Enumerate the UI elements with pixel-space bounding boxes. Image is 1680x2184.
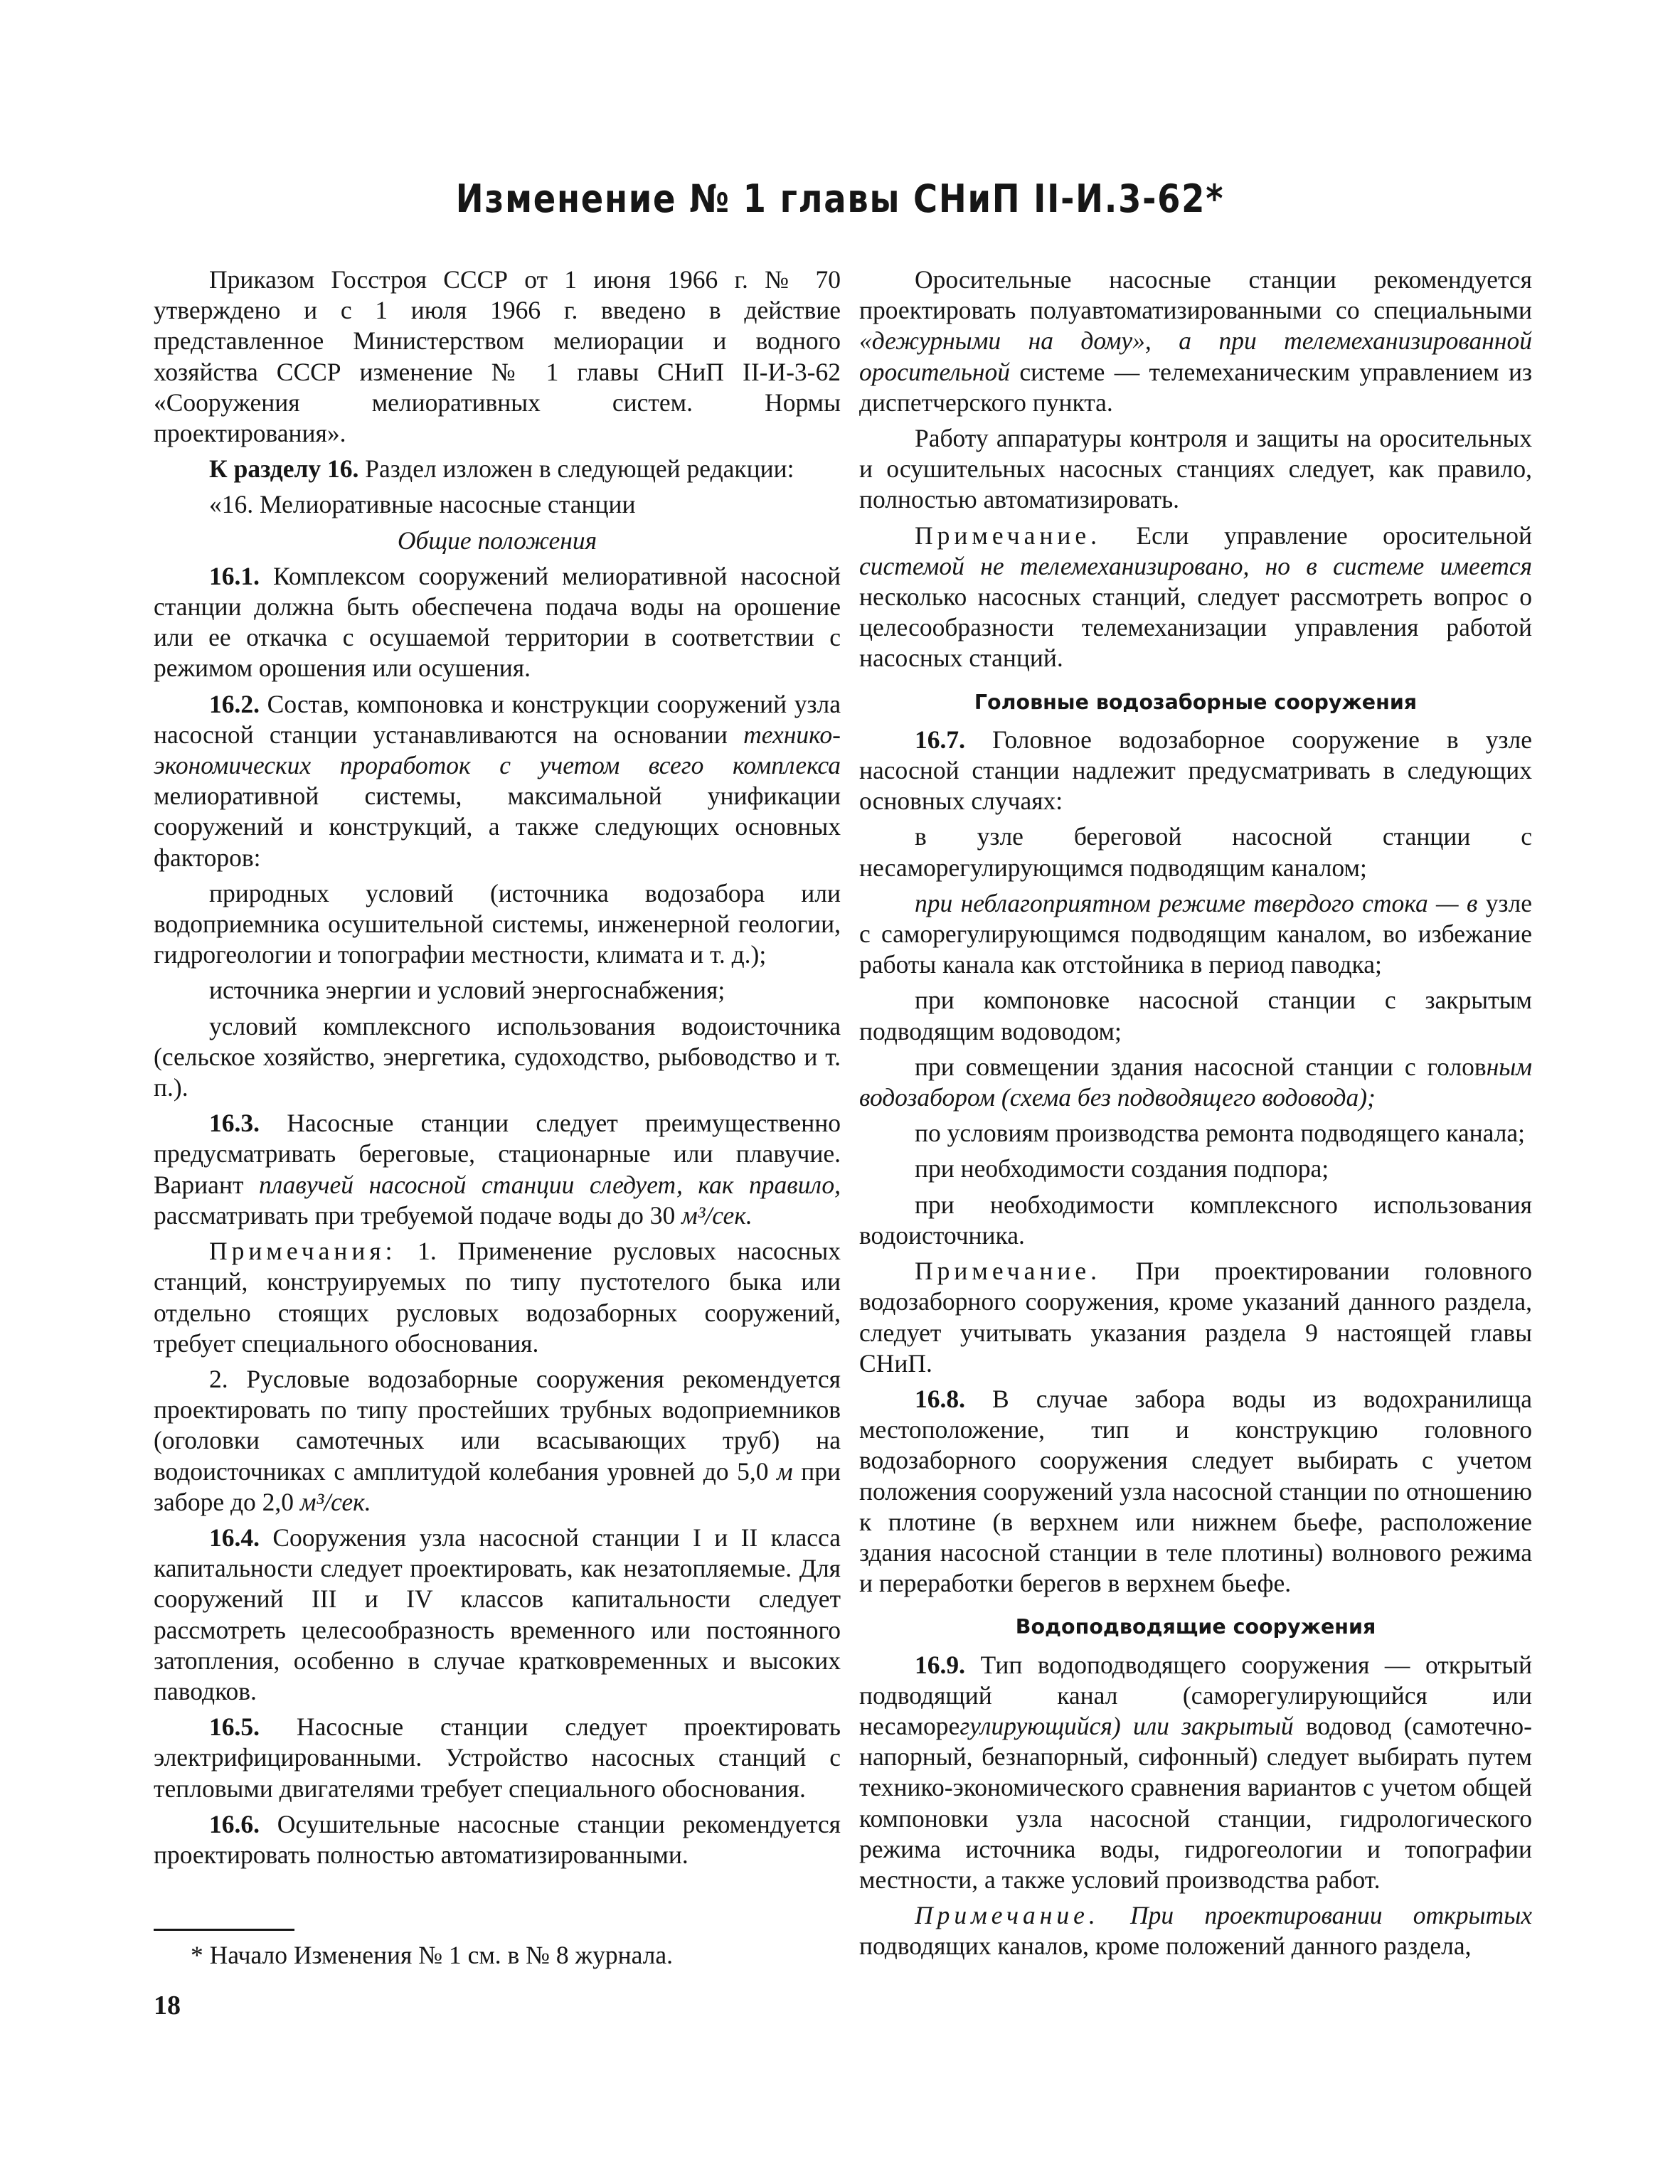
note-label: Примечание. (915, 521, 1101, 550)
case-item: при компоновке насосной станции с закрытым подводящим водоводом; (859, 986, 1532, 1045)
clause-text: водовод (самотечно-напорный, безнапорный, сифонный) следует выбирать путем технико-экономического сравнения вариантов с учетом общей компоновки узла насосной станции, гидрологического режима источника воды, гидрогеологии и топографии местности, а также условий производства работ. (859, 1711, 1532, 1894)
case-item: в узле береговой насосной станции с несаморегулирующимся подводящим каналом; (859, 822, 1532, 882)
page-title: Изменение № 1 главы СНиП II-И.3-62* (455, 176, 1225, 221)
case-item (859, 1052, 1532, 1113)
case-text: узле с саморегулирующимся подводящим каналом, во избежание работы канала как отстойника в период паводка; (859, 888, 1532, 979)
paragraph-text: Оросительные насосные станции рекомендуется проектировать полуавтоматизированными со специальными (859, 265, 1532, 325)
note-text: подводящих каналов, кроме положений данного раздела, (859, 1932, 1472, 1961)
section-heading: «16. Мелиоративные насосные станции (209, 490, 636, 519)
note-paragraph (859, 1256, 1532, 1379)
unit-text: м³/сек. (681, 1200, 753, 1230)
clause-italic-text: плавучей насосной станции следует, как правило, (259, 1170, 841, 1199)
factor-item: условий комплексного использования водоисточника (сельское хозяйство, энергетика, судоходство, рыбоводство и т. п.). (154, 1011, 841, 1102)
clause-italic-text: технико-экономических проработок с учетом всего комплекса (154, 720, 841, 780)
notes-label: Примечания: (209, 1237, 397, 1266)
left-column (154, 265, 841, 1875)
unit-text: м (777, 1456, 793, 1486)
note-italic-text: системой не телемеханизировано, но в системе имеется (859, 551, 1532, 580)
case-text: при совмещении здания насосной станции с голов (915, 1052, 1487, 1081)
note-text: 2. Русловые водозаборные сооружения рекомендуется проектировать по типу простейших трубных водоприемников (оголовки самотечных или всасывающих труб) на водоисточниках с амплитудой колебания уровней до 5,0 (154, 1364, 841, 1486)
note-paragraph (859, 1900, 1532, 1961)
page-number: 18 (154, 1991, 181, 2020)
factor-item: природных условий (источника водозабора или водоприемника осушительной системы, инженерной геологии, гидрогеологии и топографии местности, климата и т. д.); (154, 878, 841, 969)
clause-italic-text: гулирующийся) или закрытый (959, 1711, 1294, 1740)
heading-intake-structures: Головные водозаборные сооружения (974, 690, 1418, 714)
footnote: * Начало Изменения № 1 см. в № 8 журнала. (191, 1941, 673, 1969)
case-item (859, 888, 1532, 981)
clause-text: Насосные станции следует проектировать электрифицированными. Устройство насосных станций с тепловыми двигателями требует специального обоснования. (154, 1712, 841, 1803)
right-column (859, 265, 1532, 1967)
clause-text: Насосные станции следует преимущественно предусматривать береговые, стационарные или плавучие. Вариант (154, 1109, 841, 1199)
case-item: по условиям производства ремонта подводящего канала; (915, 1119, 1526, 1148)
clause-text: Комплексом сооружений мелиоративной насосной станции должна быть обеспечена подача воды на орошение или ее откачка с осушаемой территории в соответствии с режимом орошения или осушения. (154, 561, 841, 683)
automation-paragraph (859, 265, 1532, 418)
note-text: при заборе до 2,0 (154, 1456, 841, 1516)
note-text: Если управление оросительной (1100, 521, 1532, 550)
case-item: при необходимости создания подпора; (915, 1154, 1329, 1183)
clause-text: рассматривать при требуемой подаче воды до 30 (154, 1200, 682, 1230)
footnote-divider (154, 1929, 294, 1931)
factor-item: источника энергии и условий энергоснабжения; (209, 976, 725, 1005)
paragraph-italic-text: «дежурными на дому», а при телемеханизированной оросительной (859, 326, 1532, 386)
clause-16-9 (859, 1650, 1532, 1896)
clause-text: Головное водозаборное сооружение в узле насосной станции надлежит предусматривать в следующих основных случаях: (859, 725, 1532, 816)
clause-text: Тип водоподводящего сооружения — открытый подводящий канал (саморегулирующийся или несаморе (859, 1650, 1532, 1740)
case-italic-text: при неблагоприятном режиме твердого стока — в (915, 888, 1478, 917)
note-2 (154, 1364, 841, 1518)
section-reference-paragraph (154, 454, 841, 484)
clause-number: 16.1. (209, 561, 260, 590)
clause-16-4 (154, 1523, 841, 1707)
clause-number: 16.7. (915, 725, 965, 754)
clause-number: 16.8. (915, 1384, 965, 1413)
clause-16-5 (154, 1712, 841, 1804)
clause-number: 16.4. (209, 1523, 260, 1552)
note-text: несколько насосных станций, следует рассмотреть вопрос о целесообразности телемеханизации управления работой насосных станций. (859, 582, 1532, 673)
note-text: 1. Применение русловых насосных станций, конструируемых по типу пустотелого быка или отдельно стоящих русловых водозаборных сооружений, требует специального обоснования. (154, 1237, 841, 1358)
note-label: Примечание. (915, 1257, 1101, 1286)
clause-16-7 (859, 725, 1532, 817)
heading-supply-structures: Водоподводящие сооружения (1015, 1615, 1376, 1639)
case-italic-text: ным водозабором (схема без подводящего водовода); (859, 1052, 1532, 1112)
clause-16-3 (154, 1108, 841, 1231)
clause-16-8 (859, 1384, 1532, 1599)
clause-text: Состав, компоновка и конструкции сооружений узла насосной станции устанавливаются на основании (154, 689, 841, 749)
clause-number: 16.5. (209, 1712, 260, 1742)
subheading-general: Общие положения (397, 526, 597, 555)
clause-text: В случае забора воды из водохранилища местоположение, тип и конструкцию головного водозаборного сооружения следует выбирать с учетом положения сооружений узла насосной станции по отношению к плотине (в верхнем или нижнем бьефе, расположение здания насосной станции в теле плотины) волнового режима и переработки берегов в верхнем бьефе. (859, 1384, 1532, 1598)
intro-paragraph: Приказом Госстроя СССР от 1 июня 1966 г. № 70 утверждено и с 1 июля 1966 г. введено в действие представленное Министерством мелиорации и водного хозяйства СССР изменение № 1 главы СНиП II-И-3-62 «Сооружения мелиоративных систем. Нормы проектирования». (154, 265, 841, 448)
control-paragraph: Работу аппаратуры контроля и защиты на оросительных и осушительных насосных станциях следует, как правило, полностью автоматизировать. (859, 424, 1532, 514)
clause-number: 16.3. (209, 1109, 260, 1138)
unit-text: м³/сек. (299, 1487, 371, 1516)
section-reference-label: К разделу 16. (209, 454, 359, 484)
clause-16-2 (154, 689, 841, 873)
paragraph-text: системе — телемеханическим управлением из диспетчерского пункта. (859, 357, 1532, 417)
note-text: При проектировании головного водозаборного сооружения, кроме указаний данного раздела, следует учитывать указания раздела 9 настоящей главы СНиП. (859, 1257, 1532, 1378)
clause-text: Осушительные насосные станции рекомендуется проектировать полностью автоматизированными. (154, 1809, 841, 1869)
clause-16-1 (154, 561, 841, 684)
clause-text: Сооружения узла насосной станции I и II класса капитальности следует проектировать, как незатопляемые. Для сооружений III и IV классов капитальности следует рассмотреть целесообразность временного или постоянного затопления, особенно в случае кратковременных и высоких паводков. (154, 1523, 841, 1705)
case-item: при необходимости комплексного использования водоисточника. (859, 1190, 1532, 1250)
note-paragraph (859, 521, 1532, 674)
clause-number: 16.9. (915, 1650, 965, 1679)
clause-number: 16.2. (209, 689, 260, 718)
notes-paragraph (154, 1236, 841, 1359)
note-label: Примечание. (915, 1901, 1100, 1930)
clause-number: 16.6. (209, 1809, 260, 1838)
note-italic-text: При проектировании открытых (1099, 1901, 1532, 1930)
clause-16-6 (154, 1809, 841, 1870)
clause-text: мелиоративной системы, максимальной унификации сооружений и конструкций, а также следующих основных факторов: (154, 782, 841, 872)
section-reference-text: Раздел изложен в следующей редакции: (358, 454, 794, 484)
